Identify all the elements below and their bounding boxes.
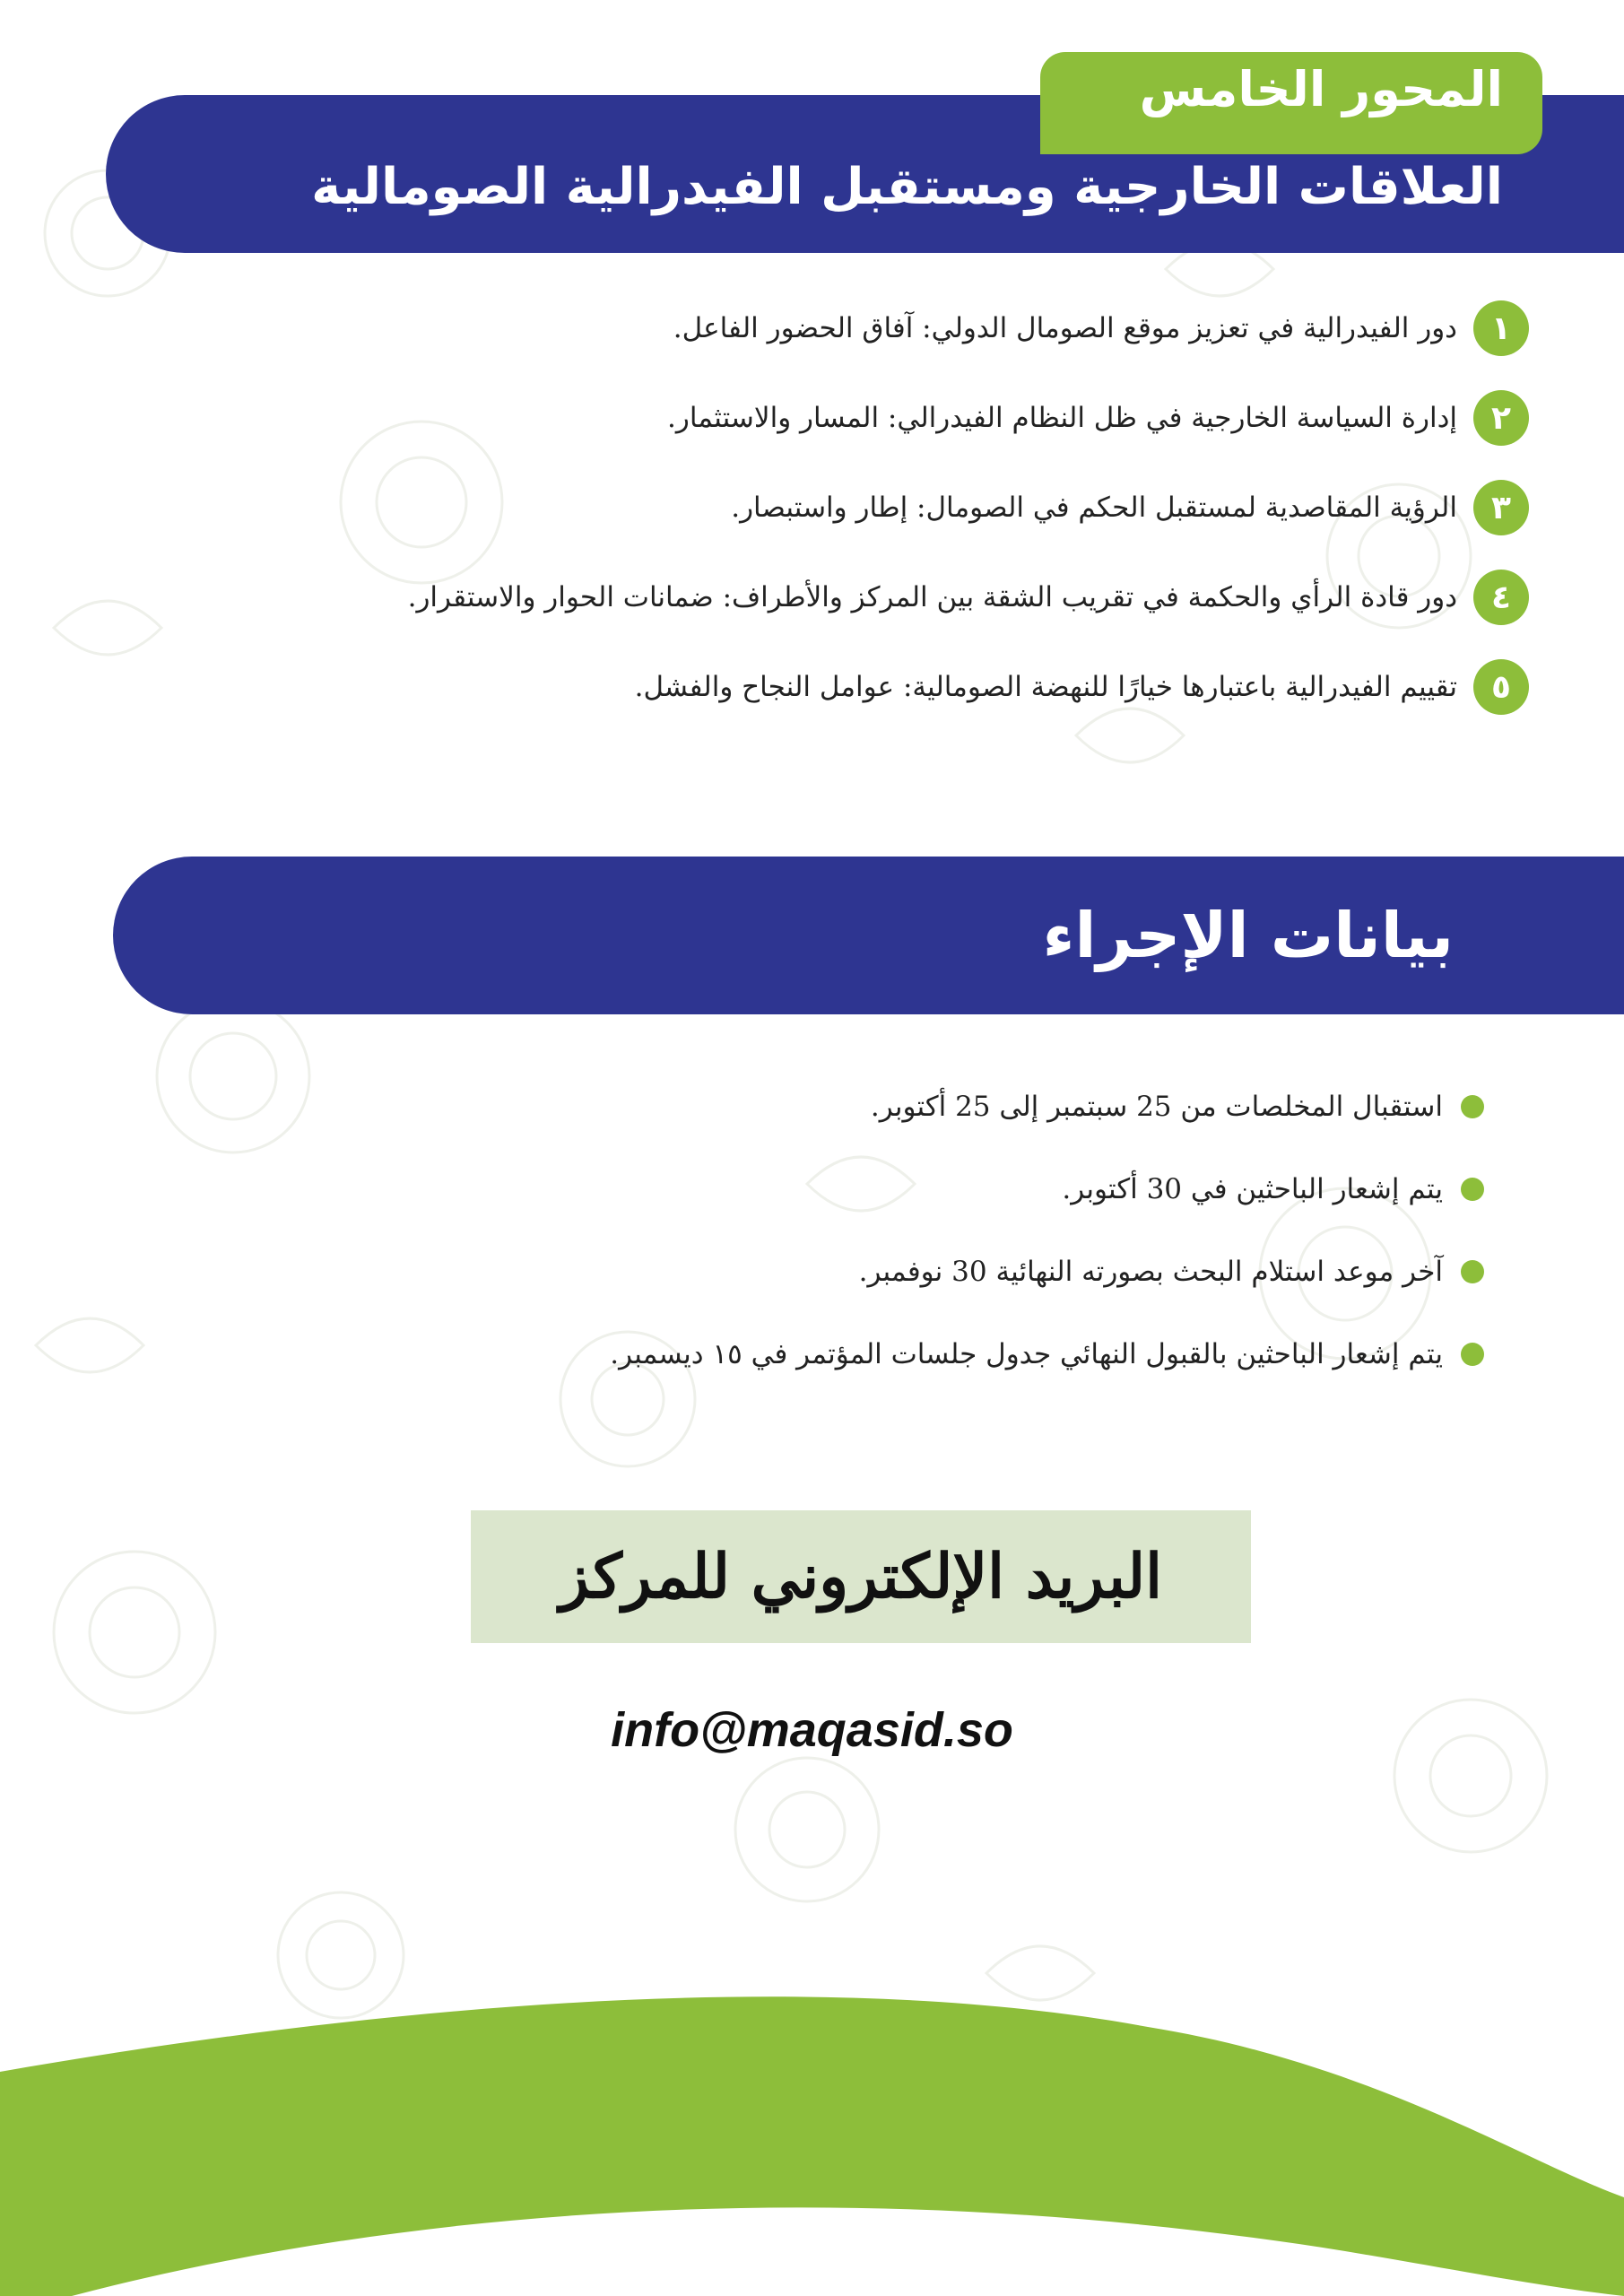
axis-title: العلاقات الخارجية ومستقبل الفيدرالية الصومالية [311,158,1503,216]
procedure-text: يتم إشعار الباحثين بالقبول النهائي جدول جلسات المؤتمر في ١٥ ديسمبر. [610,1338,1443,1370]
email-label-box [471,1510,1251,1643]
bullet-dot-icon [1461,1178,1484,1201]
item-number-badge: ٥ [1473,659,1529,715]
bottom-green-wave [0,1928,1624,2296]
item-number-badge: ٤ [1473,570,1529,625]
axis-tag-label: المحور الخامس [1139,61,1503,117]
procedure-text: استقبال المخلصات من 25 سبتمبر إلى 25 أكتوبر. [870,1091,1443,1123]
email-address[interactable]: info@maqasid.so [611,1703,1013,1757]
procedure-text: يتم إشعار الباحثين في 30 أكتوبر. [1062,1173,1443,1205]
list-item [274,463,1529,552]
bullet-dot-icon [1461,1095,1484,1118]
procedures-list [408,1065,1484,1396]
procedure-text: آخر موعد استلام البحث بصورته النهائية 30 نوفمبر. [858,1256,1443,1288]
item-number-badge: ٢ [1473,390,1529,446]
list-item [274,642,1529,732]
email-label: البريد الإلكتروني للمركز [560,1541,1162,1613]
list-item [274,373,1529,463]
list-item [408,1313,1484,1396]
item-number-badge: ١ [1473,300,1529,356]
topic-text: الرؤية المقاصدية لمستقبل الحكم في الصومال: إطار واستبصار. [731,491,1457,524]
procedures-title: بيانات الإجراء [1042,899,1454,972]
axis-tag-badge [1040,52,1542,154]
topic-text: إدارة السياسة الخارجية في ظل النظام الفيدرالي: المسار والاستثمار. [667,402,1457,434]
item-number-badge: ٣ [1473,480,1529,535]
topic-text: دور الفيدرالية في تعزيز موقع الصومال الدولي: آفاق الحضور الفاعل. [673,312,1457,344]
topic-text: تقييم الفيدرالية باعتبارها خيارًا للنهضة الصومالية: عوامل النجاح والفشل. [634,671,1457,703]
list-item [274,283,1529,373]
list-item [408,1065,1484,1148]
bullet-dot-icon [1461,1260,1484,1283]
bullet-dot-icon [1461,1343,1484,1366]
list-item [408,1148,1484,1231]
list-item [408,1231,1484,1313]
topic-text: دور قادة الرأي والحكمة في تقريب الشقة بين المركز والأطراف: ضمانات الحوار والاستقرار. [407,581,1457,613]
topics-list [274,283,1529,732]
list-item [274,552,1529,642]
